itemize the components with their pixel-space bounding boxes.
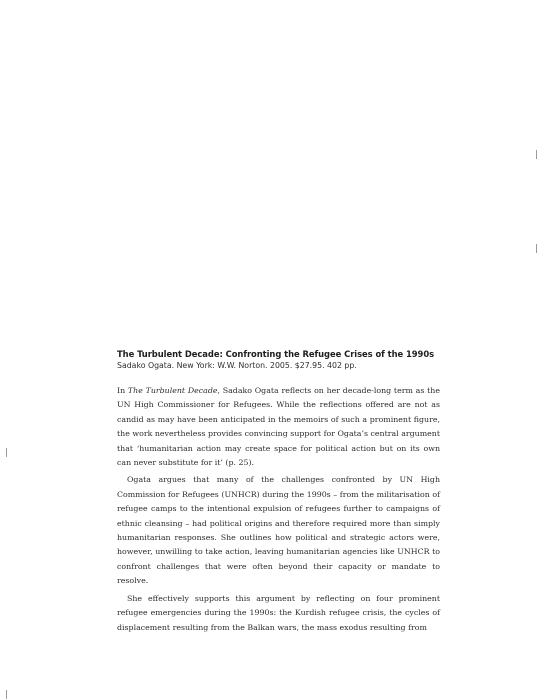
margin-mark-bottom-left — [6, 690, 7, 699]
margin-mark-top-right — [536, 150, 537, 159]
margin-mark-left — [6, 448, 7, 457]
paragraph-text: , Sadako Ogata reflects on her decade-long term as the UN High Commissioner for Refugees. While the reflections offered are not as candid as may have been anticipated in the memoirs of such a prominent figure, the work nevertheless provides convincing support for Ogata’s central argument that ‘humanitarian action may create space for political action but on its own can never substitute for it’ (p. 25). — [117, 386, 440, 468]
book-review — [117, 348, 440, 635]
book-title-italic: The Turbulent Decade — [127, 386, 218, 395]
paragraph-text: In — [117, 386, 128, 395]
margin-mark-right — [536, 244, 537, 253]
review-paragraph: She effectively supports this argument by reflecting on four prominent refugee emergencies during the 1990s: the Kurdish refugee crisis, the cycles of displacement resulting from the Balkan wars, the mass exodus resulting from — [117, 593, 440, 632]
review-title: The Turbulent Decade: Confronting the Refugee Crises of the 1990s — [117, 349, 435, 359]
review-paragraph: Ogata argues that many of the challenges confronted by UN High Commission for Refugees (UNHCR) during the 1990s – from the militarisation of refugee camps to the intentional expulsion of refugees further to campaigns of ethnic cleansing – had political origins and therefore required more than simply humanitarian responses. She outlines how political and strategic actors were, however, unwilling to take action, leaving humanitarian agencies like UNHCR to confront challenges that were often beyond their capacity or mandate to resolve. — [117, 475, 440, 586]
review-paragraph — [117, 384, 440, 470]
review-citation: Sadako Ogata. New York: W.W. Norton. 2005. $27.95. 402 pp. — [117, 361, 357, 370]
review-body — [117, 384, 440, 635]
